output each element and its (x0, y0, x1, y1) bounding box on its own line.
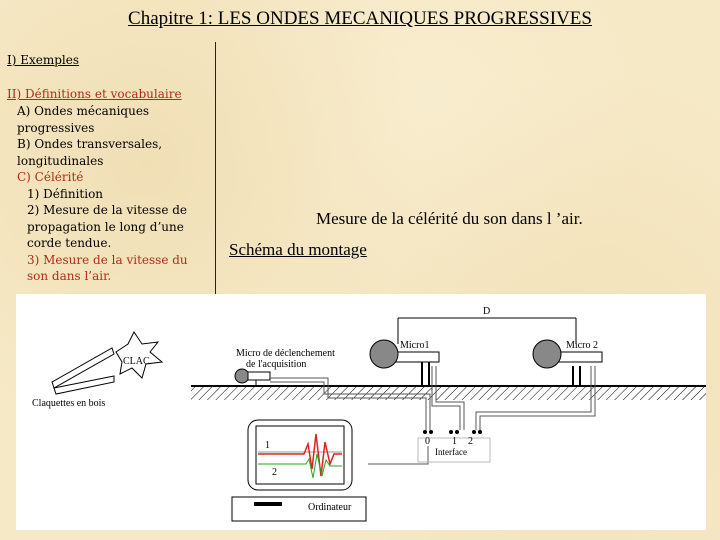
wooden-clappers (52, 348, 114, 394)
outline-item: C) Célérité (17, 170, 84, 184)
outline-item: B) Ondes transversales, longitudinales (17, 137, 163, 168)
vertical-divider (215, 42, 216, 294)
port-0-label: 0 (425, 436, 430, 447)
micro1-label: Micro1 (400, 340, 430, 351)
ground-hatch (191, 386, 706, 400)
trigger-micro (235, 369, 270, 386)
port-1-label: 1 (452, 436, 457, 447)
clac-label: CLAC (123, 356, 150, 367)
main-subheading: Schéma du montage (229, 240, 367, 259)
computer-label: Ordinateur (308, 502, 352, 513)
outline-section-2: II) Définitions et vocabulaire (7, 87, 182, 101)
outline-item: 1) Définition (27, 186, 104, 201)
outline-section-1: I) Exemples (7, 53, 80, 67)
clappers-label: Claquettes en bois (32, 398, 106, 409)
trigger-label-line2: de l'acquisition (246, 359, 307, 370)
interface-label: Interface (435, 447, 467, 457)
outline-item: 2) Mesure de la vitesse de propagation le long d’une corde tendue. (27, 203, 188, 250)
setup-diagram (16, 294, 706, 530)
port-2-label: 2 (468, 436, 473, 447)
trigger-label-line1: Micro de déclenchement (236, 348, 335, 359)
outline-item: A) Ondes mécaniques progressives (17, 104, 150, 135)
outline-item: 3) Mesure de la vitesse du son dans l’air. (27, 252, 188, 283)
distance-label: D (483, 306, 491, 317)
outline-subitems (7, 103, 207, 285)
screen-label-2: 2 (272, 467, 277, 478)
screen-label-1: 1 (265, 440, 270, 451)
main-heading: Mesure de la célérité du son dans l ’air. (316, 209, 583, 228)
computer-monitor (248, 420, 352, 490)
slide-title: Chapitre 1: LES ONDES MECANIQUES PROGRESSIVES (128, 8, 592, 29)
micro2-label: Micro 2 (566, 340, 598, 351)
setup-diagram-svg (16, 294, 706, 530)
clac-burst (116, 332, 162, 378)
